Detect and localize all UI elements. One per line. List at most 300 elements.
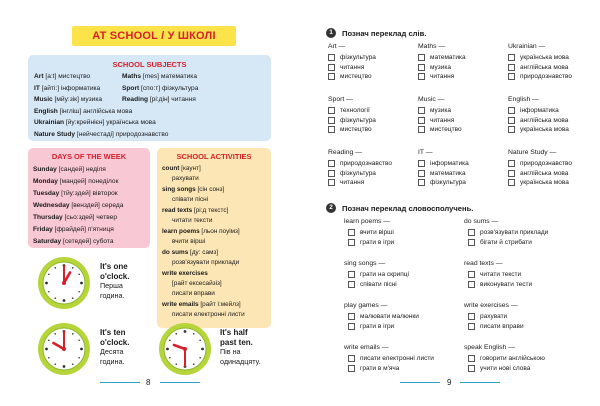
activity-entry: [162, 248, 266, 268]
group-word: English —: [508, 96, 539, 103]
phrase-group: [344, 217, 474, 247]
checkbox[interactable]: [418, 107, 425, 114]
checkbox[interactable]: [418, 170, 425, 177]
clock-tick: [78, 273, 80, 275]
term-transcription: [мйу:зік]: [52, 96, 81, 103]
option-label: фізкультура: [430, 179, 466, 187]
checkbox[interactable]: [508, 73, 515, 80]
answer-option[interactable]: [344, 270, 474, 280]
activity-ua: співати пісні: [172, 196, 209, 203]
checkbox[interactable]: [328, 160, 335, 167]
term-transcription: [a:t]: [43, 73, 59, 80]
clock-tick: [45, 282, 48, 285]
answer-option[interactable]: [344, 228, 474, 238]
answer-option[interactable]: [344, 354, 474, 364]
checkbox[interactable]: [468, 365, 475, 372]
checkbox[interactable]: [508, 126, 515, 133]
answer-option[interactable]: [508, 106, 590, 116]
days-of-week-box: [28, 148, 150, 248]
clock-tick: [201, 348, 204, 351]
answer-option[interactable]: [328, 159, 410, 169]
answer-option[interactable]: [418, 106, 500, 116]
clock-face-icon: [36, 321, 92, 377]
option-label: розв'язувати приклади: [480, 229, 549, 236]
term-en: English: [34, 107, 58, 115]
clock-tick: [72, 363, 74, 365]
school-subjects-title: SCHOOL SUBJECTS: [112, 60, 187, 69]
task-2-header: [326, 203, 473, 213]
translation-group: [508, 42, 590, 82]
option-label: українська мова: [520, 54, 569, 61]
activity-en-line: [162, 185, 266, 195]
activity-entry: [162, 164, 266, 184]
answer-option[interactable]: [464, 280, 594, 290]
clock-ten-en-line1: It's ten: [100, 328, 126, 337]
clock-tick: [193, 363, 195, 365]
option-label: виконувати тести: [480, 280, 533, 288]
clock-tick: [72, 297, 74, 299]
checkbox[interactable]: [418, 179, 425, 186]
group-word: Nature Study —: [508, 149, 557, 156]
answer-option[interactable]: [418, 53, 500, 63]
answer-option[interactable]: [464, 312, 594, 322]
clock-one-ua-line2: година.: [100, 290, 125, 300]
clock-tick: [169, 357, 171, 359]
answer-option[interactable]: [508, 169, 590, 179]
clock-one-en-line1: It's one: [100, 262, 128, 271]
clock-tick: [78, 357, 80, 359]
term-transcription: [айті:]: [39, 84, 61, 92]
activity-en-line: [162, 227, 266, 237]
answer-option[interactable]: [328, 63, 410, 73]
clock-tick: [78, 339, 80, 341]
translation-group: [418, 148, 500, 188]
term-en: Sport: [122, 84, 140, 92]
answer-option[interactable]: [328, 72, 410, 82]
option-label: учити нові слова: [480, 364, 531, 372]
day-entry: [33, 176, 145, 188]
clock-tick: [175, 333, 177, 335]
answer-option[interactable]: [328, 125, 410, 135]
term-en: Reading: [122, 96, 149, 103]
day-entry: [33, 224, 145, 236]
group-phrase: play games —: [344, 302, 388, 309]
term-transcription: [сандей]: [56, 166, 86, 173]
translation-group: [418, 95, 500, 135]
phrase-group: [344, 301, 474, 331]
answer-option[interactable]: [464, 238, 594, 248]
term-en: Thursday: [33, 214, 63, 221]
term-transcription: [сетедей]: [61, 238, 93, 245]
answer-option[interactable]: [328, 53, 410, 63]
checkbox[interactable]: [418, 117, 425, 124]
answer-option[interactable]: [418, 63, 500, 73]
clock-ten-caption: [100, 328, 129, 366]
checkbox[interactable]: [328, 73, 335, 80]
checkbox[interactable]: [468, 355, 475, 362]
clock-tick: [48, 339, 50, 341]
activity-entry: [162, 269, 266, 299]
clock-half-en-line2: past ten.: [220, 337, 253, 347]
term-ua: природознавство: [115, 130, 169, 138]
activity-entry: [162, 300, 266, 320]
activity-en-line: [162, 206, 266, 216]
checkbox[interactable]: [468, 281, 475, 288]
phrase-group: [344, 259, 474, 289]
group-phrase: learn poems —: [344, 218, 391, 225]
checkbox[interactable]: [348, 229, 355, 236]
activity-ua: вчити вірші: [172, 238, 206, 245]
term-ua: фізкультура: [161, 84, 199, 92]
day-entry: [33, 212, 145, 224]
option-label: читання: [430, 73, 455, 81]
clock-half-en-line1: It's half: [220, 328, 248, 337]
option-label: писати вправи: [480, 322, 524, 330]
subject-entry: [122, 95, 265, 106]
checkbox[interactable]: [348, 281, 355, 288]
checkbox[interactable]: [508, 160, 515, 167]
checkbox[interactable]: [468, 323, 475, 330]
term-en: Saturday: [33, 238, 62, 245]
group-word: Art —: [328, 43, 346, 50]
term-transcription: [спо:т]: [139, 84, 162, 92]
answer-option[interactable]: [418, 178, 500, 188]
activity-en: learn poems: [162, 228, 200, 235]
checkbox[interactable]: [348, 313, 355, 320]
option-label: мистецтво: [430, 126, 462, 134]
option-label: українська мова: [520, 179, 569, 187]
task-number-badge: 2: [326, 203, 336, 213]
term-ua: середа: [101, 202, 124, 209]
answer-option[interactable]: [328, 169, 410, 179]
clock-one-caption: [100, 262, 129, 300]
term-transcription: [рі:дін]: [148, 96, 172, 103]
term-en: IT: [34, 84, 40, 92]
activity-en: count: [162, 165, 180, 172]
answer-option[interactable]: [344, 364, 474, 374]
clock-tick: [63, 365, 66, 368]
phrase-group: [464, 217, 594, 247]
subject-entry: [122, 72, 265, 83]
answer-option[interactable]: [344, 238, 474, 248]
checkbox[interactable]: [418, 73, 425, 80]
clock-one-oclock: [36, 255, 92, 316]
day-entry: [33, 200, 145, 212]
clock-tick: [199, 357, 201, 359]
subject-entry: [34, 95, 122, 106]
term-en: Ukrainian: [34, 119, 65, 126]
checkbox[interactable]: [418, 126, 425, 133]
clock-tick: [193, 333, 195, 335]
task-number-badge: 1: [326, 28, 336, 38]
page-title-banner: AT SCHOOL / У ШКОЛІ: [72, 26, 236, 46]
checkbox[interactable]: [418, 54, 425, 61]
answer-option[interactable]: [464, 322, 594, 332]
clock-tick: [72, 333, 74, 335]
school-subjects-grid: [34, 72, 265, 140]
phrase-group: [464, 259, 594, 289]
answer-option[interactable]: [328, 106, 410, 116]
option-label: математика: [430, 169, 466, 177]
term-en: Monday: [33, 178, 58, 185]
checkbox[interactable]: [508, 107, 515, 114]
checkbox[interactable]: [418, 160, 425, 167]
page-number-rule-right: [160, 382, 200, 383]
checkbox[interactable]: [328, 179, 335, 186]
option-label: грати в ігри: [360, 322, 395, 330]
activity-en-line: [162, 300, 266, 310]
activity-transcription: [райт і:мейлз]: [198, 301, 241, 308]
option-label: природознавство: [520, 73, 572, 81]
clock-one-en-line2: o'clock.: [100, 271, 130, 281]
term-ua: інформатика: [60, 84, 101, 92]
clock-ten-ua-line1: Десята: [100, 347, 124, 356]
clock-tick: [54, 363, 56, 365]
answer-option[interactable]: [344, 322, 474, 332]
translation-group: [508, 95, 590, 135]
clock-tick: [45, 348, 48, 351]
task-1-title: Познач переклад слів.: [342, 28, 427, 38]
clock-face-icon: [36, 255, 92, 311]
clock-tick: [54, 297, 56, 299]
option-label: фізкультура: [340, 116, 376, 124]
term-en: Friday: [33, 226, 53, 233]
activity-en-line: [162, 269, 266, 279]
clock-tick: [184, 330, 187, 333]
option-label: грати в ігри: [360, 238, 395, 246]
term-transcription: [mes]: [141, 73, 161, 80]
checkbox[interactable]: [508, 64, 515, 71]
clock-tick: [63, 299, 66, 302]
phrase-group: [344, 343, 474, 373]
option-label: рахувати: [480, 313, 508, 320]
activity-entry: [162, 185, 266, 205]
answer-option[interactable]: [508, 72, 590, 82]
group-phrase: write emails —: [344, 344, 389, 351]
option-label: читати тексти: [480, 271, 522, 278]
task-2-title: Познач переклад словосполучень.: [342, 203, 474, 213]
answer-option[interactable]: [418, 116, 500, 126]
group-word: Sport —: [328, 96, 353, 103]
checkbox[interactable]: [348, 239, 355, 246]
answer-option[interactable]: [464, 228, 594, 238]
school-activities-title: SCHOOL ACTIVITIES: [176, 152, 252, 161]
clock-half-past-ten: [157, 321, 213, 382]
option-label: бігати й стрибати: [480, 238, 532, 246]
page-number-rule-left: [400, 382, 440, 383]
activity-en: write emails: [162, 301, 199, 308]
term-en: Art: [34, 73, 44, 80]
clock-tick: [54, 333, 56, 335]
option-label: мистецтво: [340, 126, 372, 134]
answer-option[interactable]: [508, 53, 590, 63]
checkbox[interactable]: [508, 179, 515, 186]
term-transcription: [тйу:здей]: [59, 190, 93, 197]
answer-option[interactable]: [328, 178, 410, 188]
activity-transcription: [каунт]: [179, 165, 201, 172]
group-word: Reading —: [328, 149, 363, 156]
activity-ua: писати вправи: [172, 290, 215, 297]
checkbox[interactable]: [508, 54, 515, 61]
option-label: мистецтво: [340, 73, 372, 81]
option-label: математика: [430, 54, 466, 61]
clock-one-ua-line1: Перша: [100, 281, 123, 290]
option-label: читання: [340, 179, 365, 187]
clock-half-ua-line2: одинадцяту.: [220, 356, 261, 366]
term-en: Music: [34, 96, 53, 103]
option-label: фізкультура: [340, 169, 376, 177]
checkbox[interactable]: [418, 64, 425, 71]
term-transcription: [йу:крейнієн]: [64, 119, 107, 126]
checkbox[interactable]: [348, 355, 355, 362]
answer-option[interactable]: [508, 63, 590, 73]
option-label: природознавство: [520, 160, 572, 167]
group-word: Ukrainian —: [508, 43, 546, 50]
term-ua: математика: [160, 73, 197, 80]
school-subjects-box: [28, 55, 271, 141]
option-label: писати електронні листи: [360, 355, 434, 362]
answer-option[interactable]: [508, 178, 590, 188]
phrase-group: [464, 343, 594, 373]
answer-option[interactable]: [418, 159, 500, 169]
activity-en-line: [162, 248, 266, 258]
clock-tick: [54, 267, 56, 269]
translation-group: [328, 148, 410, 188]
term-transcription: [інгліш]: [57, 107, 84, 115]
option-label: грати на скрипці: [360, 271, 409, 278]
checkbox[interactable]: [328, 126, 335, 133]
activity-en: write exercises: [162, 270, 208, 277]
checkbox[interactable]: [348, 365, 355, 372]
term-en: Tuesday: [33, 190, 60, 197]
term-ua: понеділок: [88, 178, 119, 185]
day-entry: [33, 236, 145, 248]
subject-entry: [34, 107, 265, 118]
option-label: малювати малюнки: [360, 313, 419, 320]
activity-ua: читати тексти: [172, 217, 213, 224]
checkbox[interactable]: [348, 323, 355, 330]
group-phrase: do sums —: [464, 218, 499, 225]
answer-option[interactable]: [418, 169, 500, 179]
checkbox[interactable]: [328, 170, 335, 177]
option-label: англійська мова: [520, 63, 569, 71]
group-phrase: read texts —: [464, 260, 503, 267]
activity-en-line: [162, 164, 266, 174]
answer-option[interactable]: [344, 280, 474, 290]
term-ua: музика: [80, 96, 103, 103]
clock-tick: [199, 339, 201, 341]
clock-tick: [72, 267, 74, 269]
term-ua: англійська мова: [83, 107, 133, 115]
school-activities-box: [157, 148, 271, 328]
page-number-rule-left: [100, 382, 140, 383]
group-phrase: speak English —: [464, 344, 516, 351]
clock-tick: [80, 282, 83, 285]
clock-half-caption: [220, 328, 260, 366]
option-label: технології: [340, 107, 370, 114]
option-label: фізкультура: [340, 54, 376, 61]
checkbox[interactable]: [508, 170, 515, 177]
answer-option[interactable]: [344, 312, 474, 322]
option-label: говорити англійською: [480, 355, 545, 362]
option-label: музика: [430, 107, 452, 114]
option-label: вчити вірші: [360, 229, 394, 236]
term-transcription: [нейчестаді]: [75, 130, 116, 138]
term-ua: українська мова: [106, 119, 156, 126]
answer-option[interactable]: [464, 364, 594, 374]
checkbox[interactable]: [328, 117, 335, 124]
answer-option[interactable]: [328, 116, 410, 126]
term-ua: четвер: [96, 214, 117, 221]
term-ua: неділя: [85, 166, 106, 173]
clock-ten-ua-line2: година.: [100, 356, 125, 366]
activity-en: sing songs: [162, 186, 196, 193]
activity-ua: розв'язувати приклади: [172, 259, 240, 266]
clock-ten-oclock: [36, 321, 92, 382]
subject-entry: [34, 130, 265, 141]
days-of-week-title: DAYS OF THE WEEK: [51, 152, 127, 161]
option-label: грати в м'яча: [360, 364, 400, 372]
clock-tick: [166, 348, 169, 351]
term-transcription: [фрайдей]: [52, 226, 88, 233]
activities-list: [162, 164, 266, 320]
term-en: Sunday: [33, 166, 57, 173]
option-label: читання: [430, 116, 455, 124]
term-transcription: [мандей]: [57, 178, 89, 185]
term-ua: субота: [92, 238, 114, 245]
answer-option[interactable]: [418, 72, 500, 82]
activity-ua: [райт ексесайзіз]: [172, 280, 222, 287]
subject-entry: [122, 84, 265, 95]
days-list: [33, 164, 145, 248]
option-label: українська мова: [520, 126, 569, 134]
term-en: Nature Study: [34, 130, 76, 138]
clock-tick: [48, 291, 50, 293]
answer-option[interactable]: [464, 354, 594, 364]
checkbox[interactable]: [468, 313, 475, 320]
answer-option[interactable]: [508, 125, 590, 135]
checkbox[interactable]: [468, 229, 475, 236]
page-number: 8: [146, 378, 151, 387]
checkbox[interactable]: [328, 64, 335, 71]
group-word: IT —: [418, 149, 433, 156]
group-word: Maths —: [418, 43, 446, 50]
activity-ua: рахувати: [172, 175, 199, 182]
checkbox[interactable]: [348, 271, 355, 278]
checkbox[interactable]: [328, 107, 335, 114]
option-label: читання: [340, 63, 365, 71]
checkbox[interactable]: [468, 271, 475, 278]
day-entry: [33, 164, 145, 176]
term-ua: вівторок: [92, 190, 118, 197]
checkbox[interactable]: [328, 54, 335, 61]
activity-transcription: [рі:д текстс]: [192, 207, 229, 214]
group-phrase: write exercises —: [464, 302, 518, 309]
checkbox[interactable]: [468, 239, 475, 246]
group-phrase: sing songs —: [344, 260, 386, 267]
checkbox[interactable]: [508, 117, 515, 124]
clock-tick: [78, 291, 80, 293]
activity-entry: [162, 227, 266, 247]
subject-entry: [34, 72, 122, 83]
answer-option[interactable]: [508, 116, 590, 126]
answer-option[interactable]: [418, 125, 500, 135]
option-label: інформатика: [520, 107, 559, 114]
answer-option[interactable]: [464, 270, 594, 280]
right-page: [300, 0, 600, 406]
term-ua: читання: [171, 96, 196, 103]
answer-option[interactable]: [508, 159, 590, 169]
